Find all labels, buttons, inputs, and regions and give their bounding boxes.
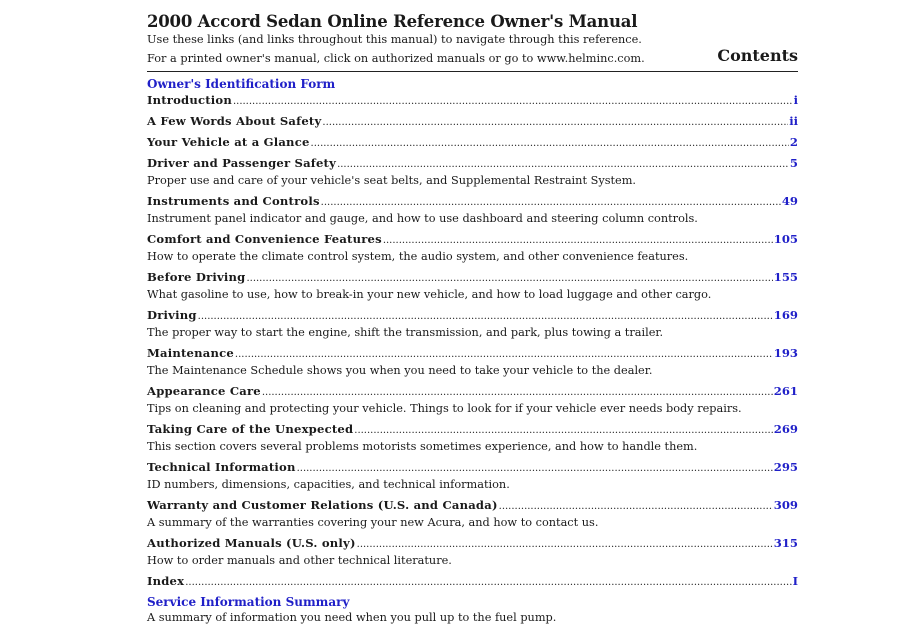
toc-entry-description: What gasoline to use, how to break-in your new vehicle, and how to load luggage and other cargo. (147, 288, 712, 301)
toc-entry (147, 307, 798, 340)
contents-heading: Contents (717, 46, 798, 65)
toc-entry (147, 459, 798, 492)
toc-entry-title[interactable]: Appearance Care (147, 384, 261, 398)
toc-entry-title[interactable]: Instruments and Controls (147, 194, 320, 208)
toc-entry (147, 134, 798, 155)
toc-entry-page-number[interactable]: 261 (773, 384, 798, 398)
dot-leader (233, 94, 793, 110)
toc-entry-link[interactable] (147, 421, 798, 439)
toc-entry-description: The proper way to start the engine, shift the transmission, and park, plus towing a trailer. (147, 326, 664, 339)
toc-entry-description: Instrument panel indicator and gauge, and how to use dashboard and steering column controls. (147, 212, 698, 225)
toc-entry-title[interactable]: Index (147, 574, 185, 588)
toc-entry-title[interactable]: Maintenance (147, 346, 234, 360)
toc-entry (147, 421, 798, 454)
toc-entry-link[interactable] (147, 155, 798, 173)
toc-entry (147, 193, 798, 226)
toc-entry-title[interactable]: Introduction (147, 93, 232, 107)
toc-entry-title[interactable]: Driving (147, 308, 197, 322)
toc-entry-page-number[interactable]: 5 (789, 156, 798, 170)
toc-entry-title[interactable]: A Few Words About Safety (147, 114, 322, 128)
toc-entry-description: Tips on cleaning and protecting your vehicle. Things to look for if your vehicle ever needs body repairs. (147, 402, 742, 415)
dot-leader (246, 271, 772, 287)
toc-entry-page-number[interactable]: 169 (773, 308, 798, 322)
toc-entry-link[interactable] (147, 497, 798, 515)
toc-entry-title[interactable]: Taking Care of the Unexpected (147, 422, 354, 436)
toc-page (147, 12, 798, 630)
toc-entry-link[interactable] (147, 383, 798, 401)
toc-entry-title[interactable]: Before Driving (147, 270, 246, 284)
toc-entry-description: A summary of the warranties covering your new Acura, and how to contact us. (147, 516, 599, 529)
toc-entry-page-number[interactable]: 315 (773, 536, 798, 550)
toc-entry (147, 269, 798, 302)
toc-entry-link[interactable] (147, 573, 798, 591)
toc-entry-link[interactable] (147, 92, 798, 110)
dot-leader (383, 233, 773, 249)
toc-entry-description: This section covers several problems motorists sometimes experience, and how to handle them. (147, 440, 698, 453)
dot-leader (354, 423, 773, 439)
service-information-summary-desc: A summary of information you need when you pull up to the fuel pump. (147, 611, 557, 624)
toc-entry-page-number[interactable]: 2 (789, 135, 798, 149)
toc-entry-title[interactable]: Comfort and Convenience Features (147, 232, 382, 246)
toc-entry-title[interactable]: Warranty and Customer Relations (U.S. and Canada) (147, 498, 498, 512)
toc-entry-link[interactable] (147, 345, 798, 363)
toc-entry (147, 383, 798, 416)
toc-entry-link[interactable] (147, 459, 798, 477)
toc-entry-link[interactable] (147, 231, 798, 249)
toc-entry-description: Proper use and care of your vehicle's seat belts, and Supplemental Restraint System. (147, 174, 637, 187)
toc-entry (147, 497, 798, 530)
service-information-summary-link[interactable]: Service Information Summary (147, 595, 350, 609)
header-divider (147, 71, 798, 72)
dot-leader (321, 195, 781, 211)
toc-entry-title[interactable]: Technical Information (147, 460, 296, 474)
page-title: 2000 Accord Sedan Online Reference Owner's Manual (147, 12, 638, 31)
subtitle-row (147, 47, 798, 66)
toc-entry-link[interactable] (147, 193, 798, 211)
dot-leader (499, 499, 773, 515)
toc-entry-page-number[interactable]: 295 (773, 460, 798, 474)
toc-list (147, 92, 798, 594)
toc-entry-page-number[interactable]: ii (789, 114, 798, 128)
toc-entry-page-number[interactable]: 269 (773, 422, 798, 436)
toc-entry-description: How to order manuals and other technical literature. (147, 554, 452, 567)
toc-entry-page-number[interactable]: 105 (773, 232, 798, 246)
toc-entry-description: ID numbers, dimensions, capacities, and technical information. (147, 478, 510, 491)
dot-leader (311, 136, 789, 152)
subtitle-line-2: For a printed owner's manual, click on authorized manuals or go to www.helminc.com. (147, 52, 645, 65)
dot-leader (262, 385, 773, 401)
toc-entry-page-number[interactable]: 49 (781, 194, 798, 208)
dot-leader (357, 537, 773, 553)
toc-entry-description: How to operate the climate control system, the audio system, and other convenience features. (147, 250, 689, 263)
toc-entry-link[interactable] (147, 269, 798, 287)
toc-entry-link[interactable] (147, 535, 798, 553)
dot-leader (297, 461, 773, 477)
toc-entry (147, 113, 798, 134)
dot-leader (185, 575, 791, 591)
toc-entry (147, 573, 798, 594)
dot-leader (322, 115, 788, 131)
toc-entry-link[interactable] (147, 113, 798, 131)
subtitle-line-1: Use these links (and links throughout this manual) to navigate through this reference. (147, 33, 642, 46)
toc-entry-page-number[interactable]: I (792, 574, 798, 588)
toc-entry-page-number[interactable]: i (793, 93, 798, 107)
toc-entry-page-number[interactable]: 193 (773, 346, 798, 360)
toc-entry (147, 155, 798, 188)
toc-entry-title[interactable]: Your Vehicle at a Glance (147, 135, 310, 149)
toc-entry-title[interactable]: Authorized Manuals (U.S. only) (147, 536, 356, 550)
toc-entry-title[interactable]: Driver and Passenger Safety (147, 156, 337, 170)
toc-entry-page-number[interactable]: 309 (773, 498, 798, 512)
toc-entry-description: The Maintenance Schedule shows you when you need to take your vehicle to the dealer. (147, 364, 653, 377)
toc-entry (147, 535, 798, 568)
dot-leader (198, 309, 773, 325)
toc-entry-link[interactable] (147, 307, 798, 325)
toc-entry (147, 92, 798, 113)
owners-identification-form-link[interactable]: Owner's Identification Form (147, 77, 336, 91)
toc-entry (147, 231, 798, 264)
dot-leader (337, 157, 789, 173)
toc-entry-page-number[interactable]: 155 (773, 270, 798, 284)
toc-entry-link[interactable] (147, 134, 798, 152)
dot-leader (235, 347, 773, 363)
toc-entry (147, 345, 798, 378)
